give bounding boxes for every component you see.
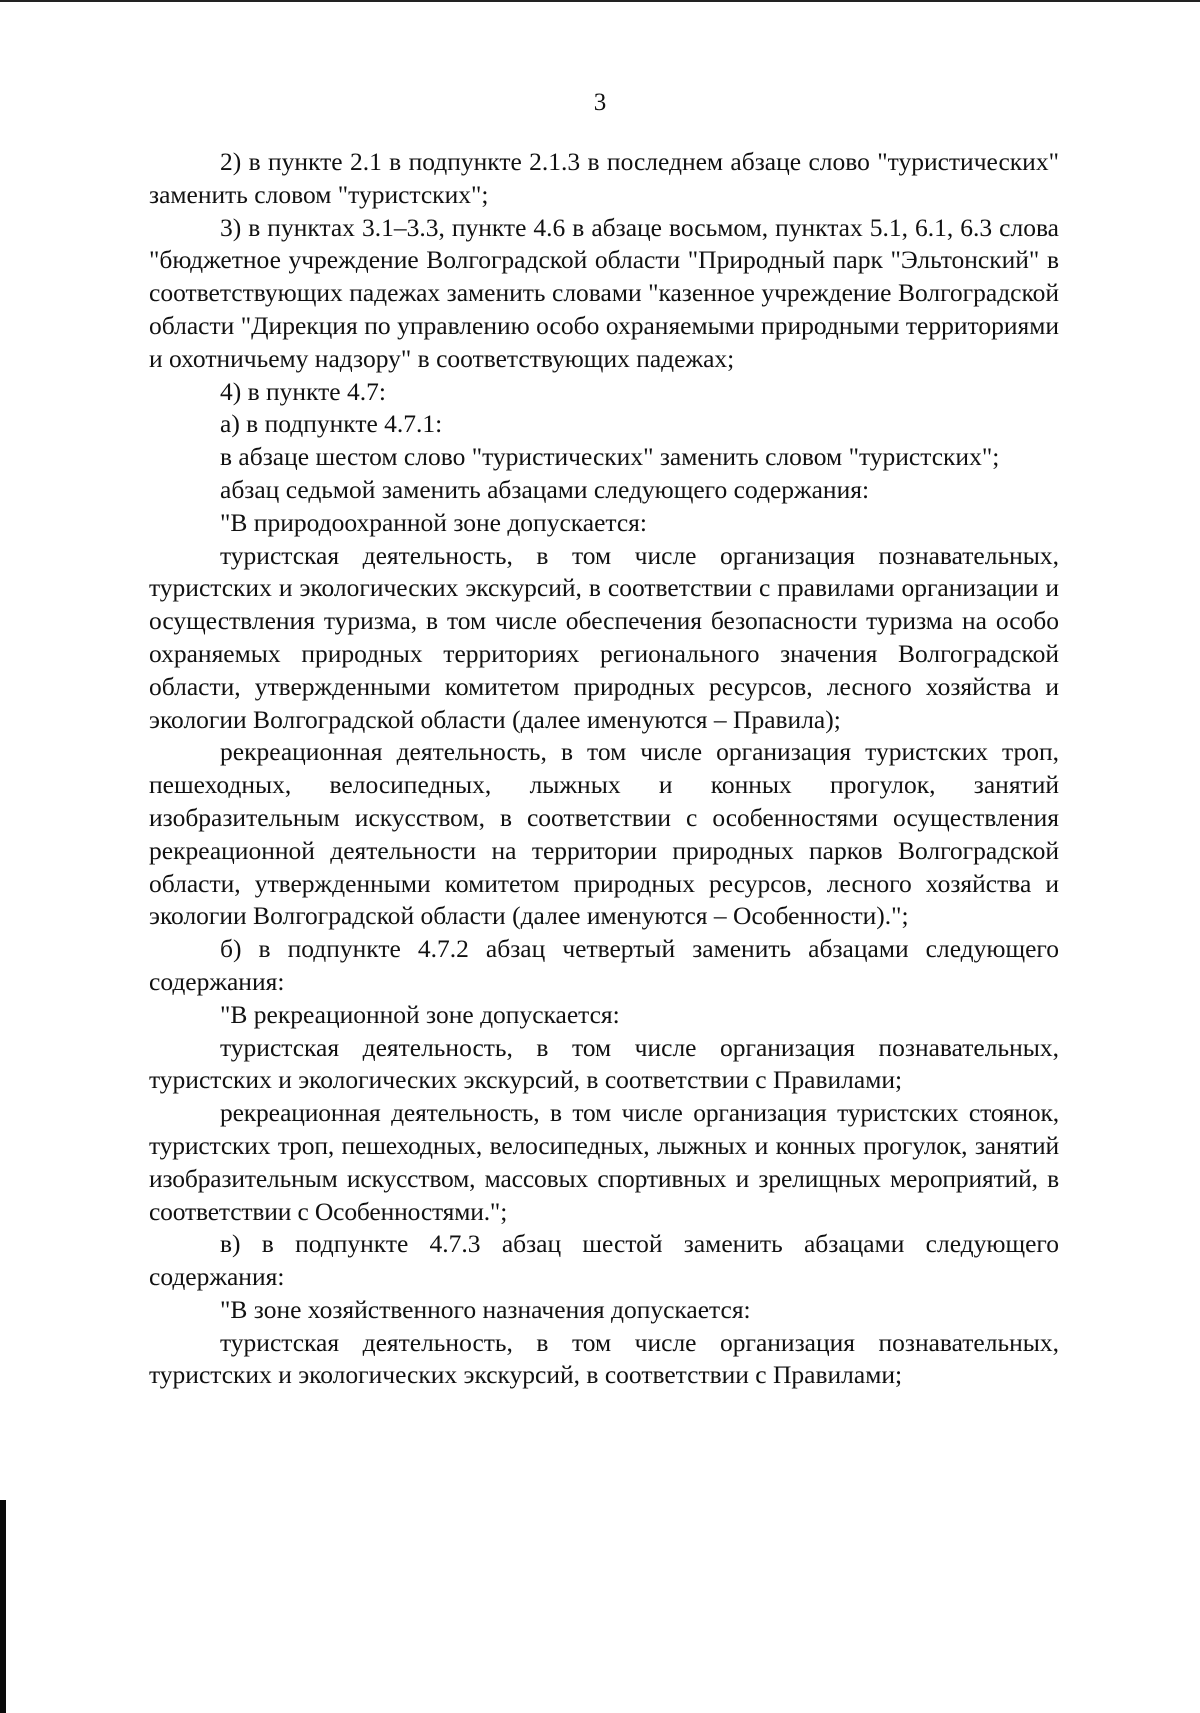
paragraph-recreation-zone-heading: "В рекреационной зоне допускается: xyxy=(220,999,620,1029)
paragraph-abzac-7: абзац седьмой заменить абзацами следующего содержания: xyxy=(220,474,870,504)
paragraph-subitem-v: в) в подпункте 4.7.3 абзац шестой заменить абзацами следующего содержания: xyxy=(149,1229,1059,1292)
paragraph-economic-zone-tourism: туристская деятельность, в том числе организация познавательных, туристских и экологических экскурсий, в соответствии с Правилами; xyxy=(149,1327,1059,1390)
paragraph-item-4: 4) в пункте 4.7: xyxy=(220,376,386,406)
page-number: 3 xyxy=(593,89,607,116)
paragraph-nature-zone-recreation: рекреационная деятельность, в том числе организация туристских троп, пешеходных, велосипедных, лыжных и конных прогулок, занятий изобразительным искусством, в соответствии с особенностями осуществления рекреационной деятельности на территории природных парков Волгоградской области, утвержденными комитетом природных ресурсов, лесного хозяйства и экологии Волгоградской области (далее именуются – Особенности)."; xyxy=(149,737,1059,931)
document-body xyxy=(149,146,1059,1392)
paragraph-subitem-b: б) в подпункте 4.7.2 абзац четвертый заменить абзацами следующего содержания: xyxy=(149,934,1059,996)
paragraph-nature-zone-tourism: туристская деятельность, в том числе организация познавательных, туристских и экологических экскурсий, в соответствии с правилами организации и осуществления туризма, в том числе обеспечения безопасности туризма на особо охраняемых природных территориях регионального значения Волгоградской области, утвержденными комитетом природных ресурсов, лесного хозяйства и экологии Волгоградской области (далее именуются – Правила); xyxy=(149,540,1059,734)
paragraph-item-3: 3) в пунктах 3.1–3.3, пункте 4.6 в абзаце восьмом, пунктах 5.1, 6.1, 6.3 слова "бюджетное учреждение Волгоградской области "Природный парк "Эльтонский" в соответствующих падежах заменить словами "казенное учреждение Волгоградской области "Дирекция по управлению особо охраняемыми природными территориями и охотничьему надзору" в соответствующих падежах; xyxy=(149,212,1059,373)
paragraph-recreation-zone-tourism: туристская деятельность, в том числе организация познавательных, туристских и экологических экскурсий, в соответствии с Правилами; xyxy=(149,1032,1059,1095)
paragraph-abzac-6: в абзаце шестом слово "туристических" заменить словом "туристских"; xyxy=(220,442,1000,472)
paragraph-subitem-a: а) в подпункте 4.7.1: xyxy=(220,409,443,439)
paragraph-economic-zone-heading: "В зоне хозяйственного назначения допускается: xyxy=(220,1294,751,1324)
scan-left-edge xyxy=(0,1500,6,1713)
paragraph-nature-zone-heading: "В природоохранной зоне допускается: xyxy=(220,507,648,537)
paragraph-recreation-zone-recreation: рекреационная деятельность, в том числе организация туристских стоянок, туристских троп, пешеходных, велосипедных, лыжных и конных прогулок, занятий изобразительным искусством, массовых спортивных и зрелищных мероприятий, в соответствии с Особенностями."; xyxy=(149,1098,1059,1226)
scan-top-edge xyxy=(0,0,1200,2)
paragraph-item-2: 2) в пункте 2.1 в подпункте 2.1.3 в последнем абзаце слово "туристических" заменить словом "туристских"; xyxy=(149,147,1059,209)
